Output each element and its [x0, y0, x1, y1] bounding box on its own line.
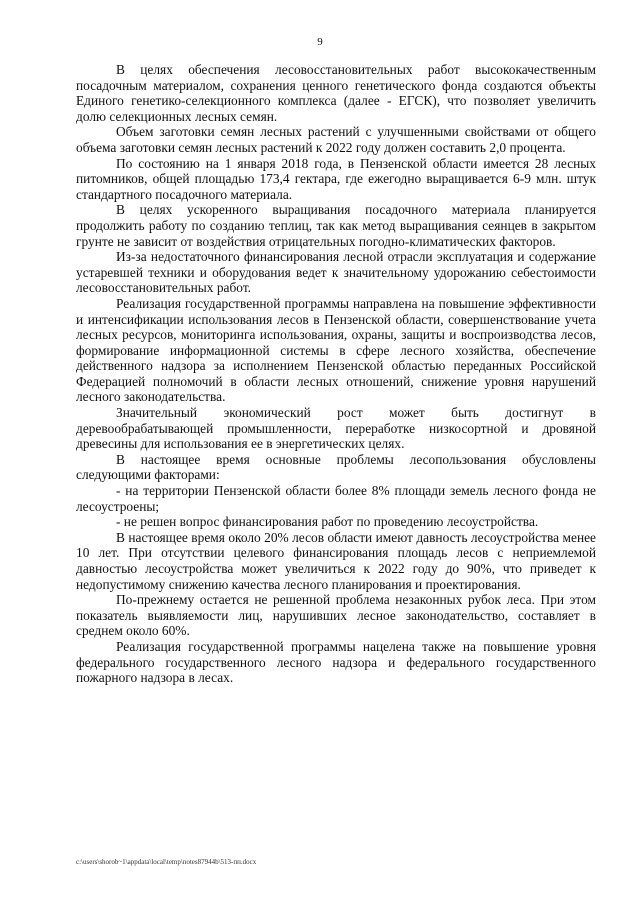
page-number: 9 — [317, 36, 323, 48]
paragraph-nurseries: По состоянию на 1 января 2018 года, в Пензенской области имеется 28 лесных питомников, общей площадью 173,4 гектара, где ежегодно выращивается 6-9 млн. штук стандартного посадочного материала. — [76, 155, 596, 202]
paragraph-greenhouses: В целях ускоренного выращивания посадочного материала планируется продолжить работу по созданию теплиц, так как метод выращивания сеянцев в закрытом грунте не зависит от воздействия отрицательных погодно-климатических факторов. — [76, 202, 596, 249]
paragraph-problems-intro: В настоящее время основные проблемы лесопользования обусловлены следующими факторами: — [76, 451, 596, 483]
paragraph-program-goals: Реализация государственной программы направлена на повышение эффективности и интенсификации использования лесов в Пензенской области, совершенствование учета лесных ресурсов, мониторинга использования, охраны, защиты и воспроизводства лесов, формирование информационной системы в сфере лесного хозяйства, обеспечение действенного надзора за исполнением Пензенской областью переданных Российской Федерацией полномочий в области лесных отношений, снижение уровня нарушений лесного законодательства. — [76, 295, 596, 405]
paragraph-egsk: В целях обеспечения лесовосстановительных работ высококачественным посадочным материалом, сохранения ценного генетического фонда создаются объекты Единого генетико-селекционного комплекса (далее - ЕГСК), что позволяет увеличить долю селекционных лесных семян. — [76, 62, 596, 124]
paragraph-forest-inventory: В настоящее время около 20% лесов области имеют давность лесоустройства менее 10 лет. При отсутствии целевого финансирования площадь лесов с неприемлемой давностью лесоустройства может увеличиться к 2022 году до 90%, что приведет к недопустимому снижению качества лесного планирования и проектирования. — [76, 529, 596, 592]
paragraph-seed-volume: Объем заготовки семян лесных растений с улучшенными свойствами от общего объема заготовки семян лесных растений к 2022 году должен составить 2,0 процента. — [76, 124, 596, 155]
paragraph-problem-2: - не решен вопрос финансирования работ по проведению лесоустройства. — [116, 514, 539, 530]
footer-file-path: c:\users\shorob~1\appdata\local\temp\notes87944b\513-пп.docx — [76, 858, 257, 866]
paragraph-funding: Из-за недостаточного финансирования лесной отрасли эксплуатация и содержание устаревшей техники и оборудования ведет к значительному удорожанию себестоимости лесовосстановительных работ. — [76, 249, 596, 296]
paragraph-problem-1: - на территории Пензенской области более 8% площади земель лесного фонда не лесоустроены; — [76, 483, 596, 514]
paragraph-illegal-logging: По-прежнему остается не решенной проблема незаконных рубок леса. При этом показатель выявляемости лиц, нарушивших лесное законодательство, составляет в среднем около 60%. — [76, 592, 596, 639]
paragraph-supervision: Реализация государственной программы нацелена также на повышение уровня федерального государственного лесного надзора и федерального государственного пожарного надзора в лесах. — [76, 638, 596, 686]
document-body — [76, 62, 596, 686]
paragraph-economic-growth: Значительный экономический рост может быть достигнут в деревообрабатывающей промышленности, переработке низкосортной и дровяной древесины для использования ее в энергетических целях. — [76, 405, 596, 452]
